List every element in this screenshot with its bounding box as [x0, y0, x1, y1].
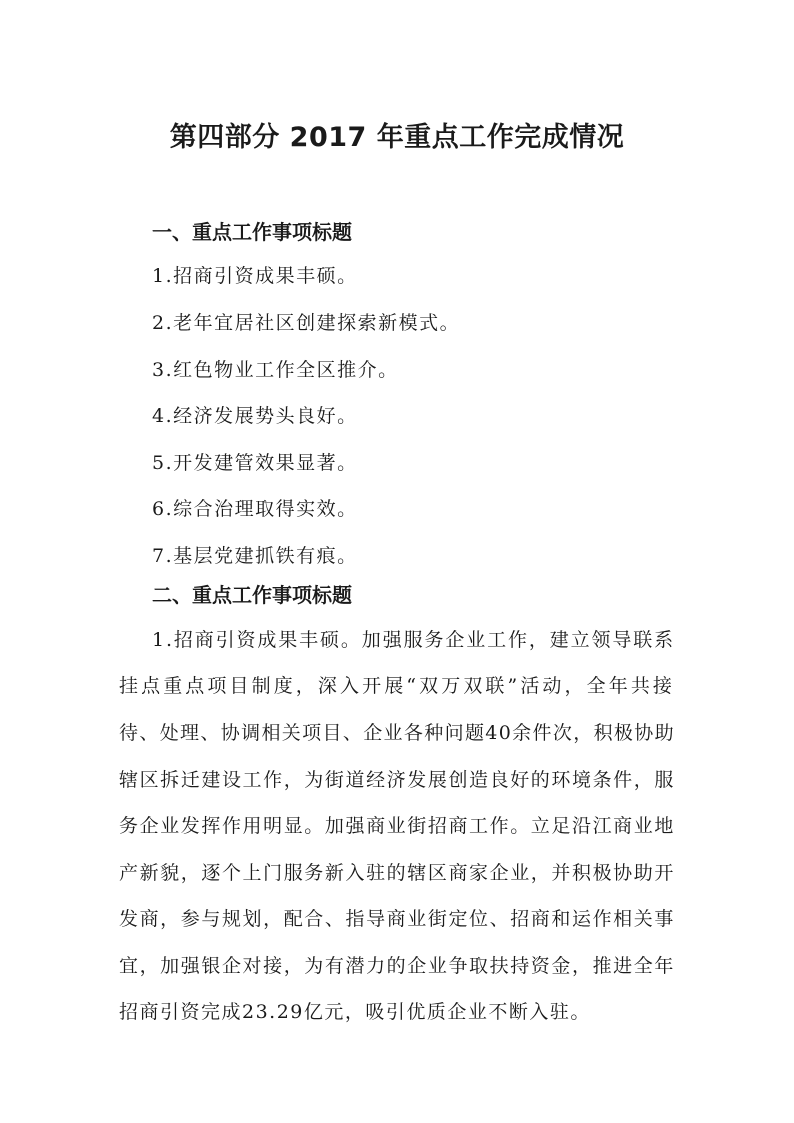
list-item: 7.基层党建抓铁有痕。	[152, 545, 358, 567]
list-item: 6.综合治理取得实效。	[152, 498, 358, 520]
page-title: 第四部分 2017 年重点工作完成情况	[169, 122, 625, 153]
section-heading-1: 一、重点工作事项标题	[152, 220, 352, 244]
paragraph-line: 发商，参与规划，配合、指导商业街定位、招商和运作相关事	[119, 908, 675, 930]
list-item: 4.经济发展势头良好。	[152, 405, 358, 427]
paragraph-line: 招商引资完成23.29亿元，吸引优质企业不断入驻。	[119, 1001, 591, 1023]
paragraph-line: 待、处理、协调相关项目、企业各种问题40余件次，积极协助	[119, 722, 675, 744]
list-item: 1.招商引资成果丰硕。	[152, 265, 358, 287]
paragraph-line: 1.招商引资成果丰硕。加强服务企业工作，建立领导联系	[152, 629, 676, 651]
list-item: 2.老年宜居社区创建探索新模式。	[152, 312, 461, 334]
paragraph-line: 辖区拆迁建设工作，为街道经济发展创造良好的环境条件，服	[119, 769, 675, 791]
paragraph-line: 产新貌，逐个上门服务新入驻的辖区商家企业，并积极协助开	[119, 862, 675, 884]
list-item: 5.开发建管效果显著。	[152, 452, 358, 474]
paragraph-line: 宜，加强银企对接，为有潜力的企业争取扶持资金，推进全年	[119, 955, 675, 977]
list-item: 3.红色物业工作全区推介。	[152, 359, 399, 381]
paragraph-line: 务企业发挥作用明显。加强商业街招商工作。立足沿江商业地	[119, 815, 675, 837]
section-heading-2: 二、重点工作事项标题	[152, 583, 352, 607]
paragraph-line: 挂点重点项目制度，深入开展“双万双联”活动，全年共接	[119, 675, 676, 697]
